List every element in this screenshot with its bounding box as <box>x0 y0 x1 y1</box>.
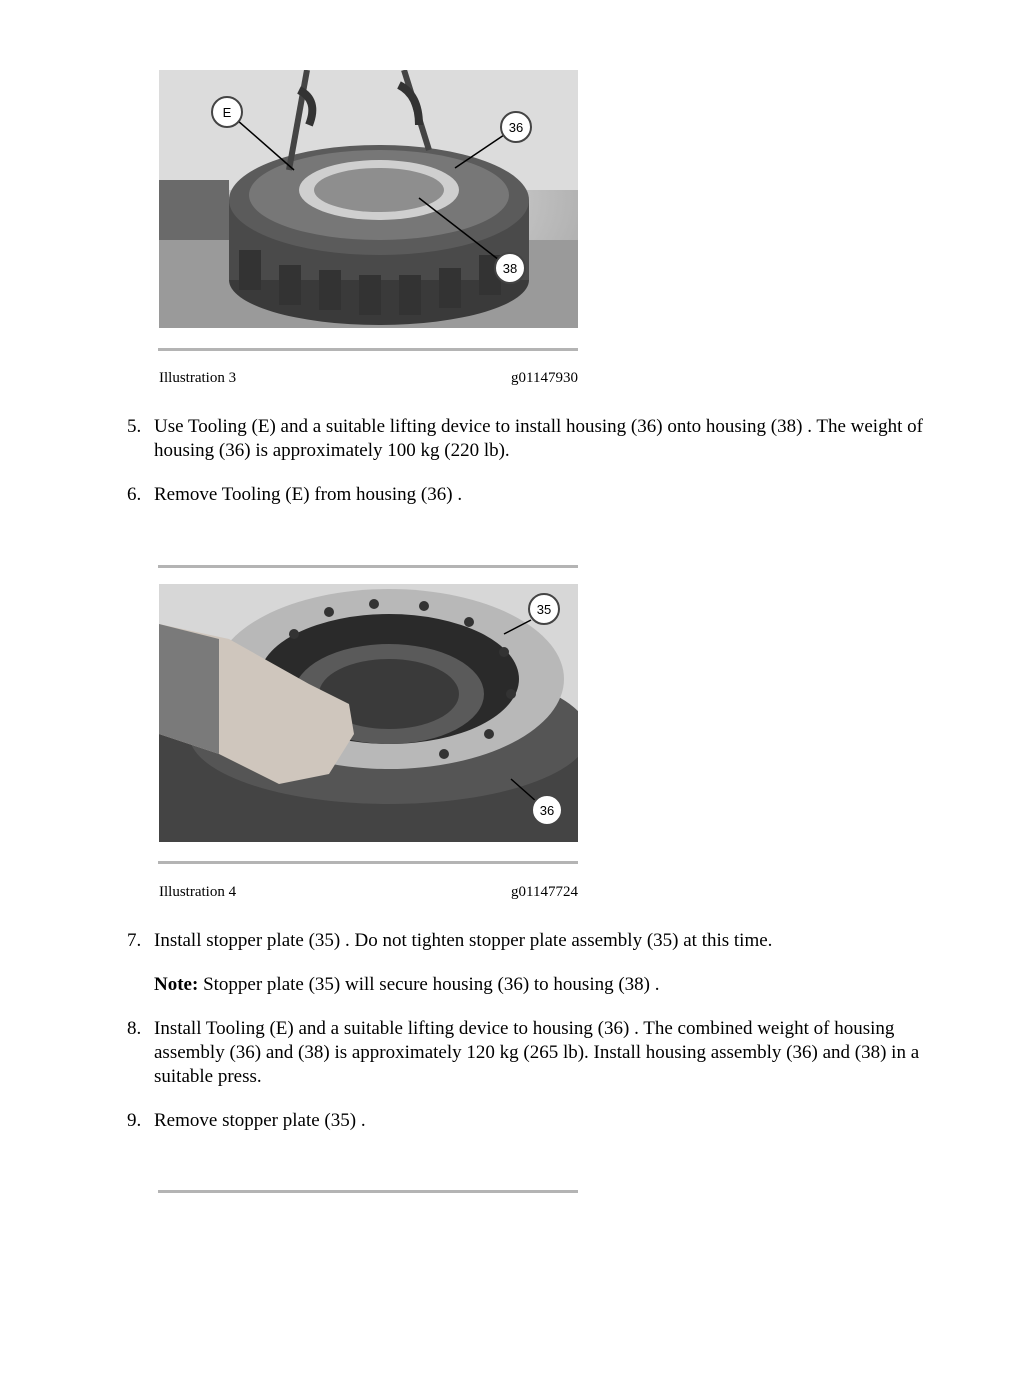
step-text: Remove stopper plate (35) . <box>154 1110 366 1131</box>
illustration-3-divider <box>158 348 578 351</box>
illustration-4-top-divider <box>158 565 578 568</box>
svg-text:E: E <box>222 105 232 120</box>
illustration-4-divider <box>158 861 578 864</box>
callout-e <box>212 97 242 127</box>
svg-text:35: 35 <box>536 602 552 617</box>
step-number: 9. <box>127 1110 142 1131</box>
step-6 <box>127 483 927 507</box>
svg-text:36: 36 <box>508 120 524 135</box>
illustration-3-label: Illustration 3 <box>159 370 237 386</box>
step-7 <box>127 929 927 953</box>
note-text: Stopper plate (35) will secure housing (36) to housing (38) . <box>203 974 660 995</box>
step-5 <box>127 415 927 463</box>
step-9 <box>127 1109 927 1133</box>
stopper-plate-photo <box>159 584 578 842</box>
step-text: Install stopper plate (35) . Do not tighten stopper plate assembly (35) at this time. <box>154 930 773 951</box>
step-8 <box>127 1017 927 1089</box>
illustration-4-caption <box>159 884 578 901</box>
step-text: Install Tooling (E) and a suitable lifting device to housing (36) . The combined weight of housing assembly (36) and (38) is approximately 120 kg (265 lb). Install housing assembly (36) and (38) in a suitable press. <box>154 1018 920 1087</box>
note-label: Note: <box>154 974 199 995</box>
svg-text:38: 38 <box>502 261 518 276</box>
illustration-4-photo <box>159 584 578 842</box>
illustration-4-code: g01147724 <box>511 884 578 900</box>
step-number: 7. <box>127 930 142 951</box>
bottom-divider <box>158 1190 578 1193</box>
illustration-3-caption <box>159 370 578 387</box>
step-number: 6. <box>127 484 142 505</box>
svg-text:36: 36 <box>539 803 555 818</box>
illustration-4-label: Illustration 4 <box>159 884 237 900</box>
note <box>154 973 914 997</box>
callout-35 <box>529 594 559 624</box>
illustration-3-code: g01147930 <box>511 370 578 386</box>
illustration-3-photo <box>159 70 578 328</box>
sprocket-lifting-photo <box>159 70 578 328</box>
step-text: Use Tooling (E) and a suitable lifting device to install housing (36) onto housing (38) . The weight of housing (36) is approximately 100 kg (220 lb). <box>154 416 923 461</box>
callout-36 <box>501 112 531 142</box>
step-number: 8. <box>127 1018 142 1039</box>
step-text: Remove Tooling (E) from housing (36) . <box>154 484 463 505</box>
step-number: 5. <box>127 416 142 437</box>
callout-36 <box>532 795 562 825</box>
callout-38 <box>495 253 525 283</box>
